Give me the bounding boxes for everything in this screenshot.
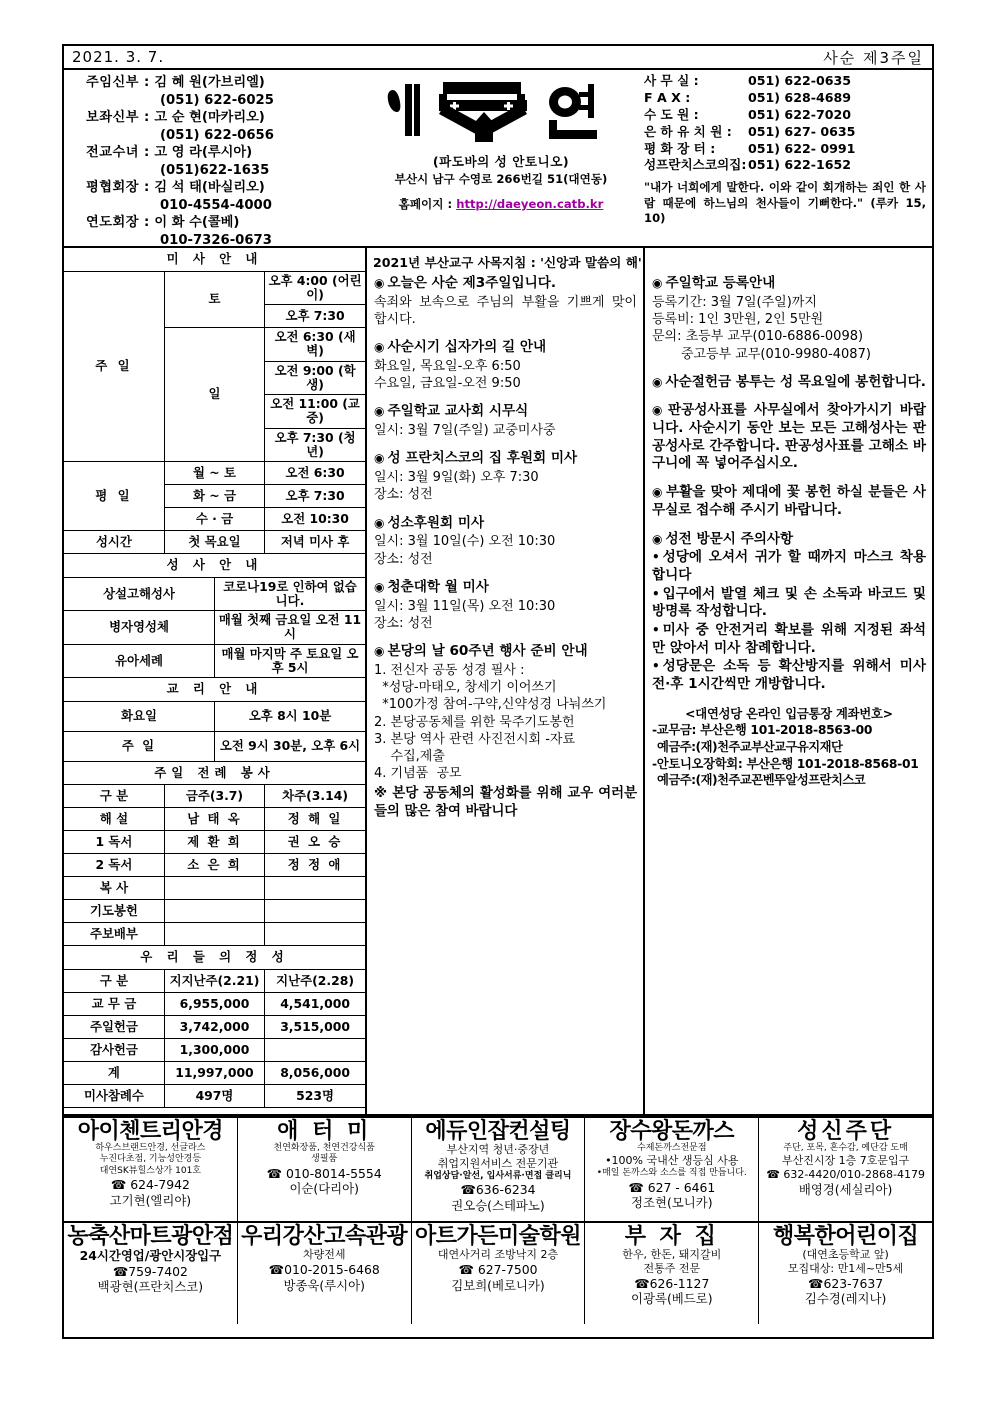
staff-name: 고 영 라(루시아): [154, 145, 253, 161]
schedule-tables-column: [64, 248, 367, 1114]
bullet-icon: ◉: [374, 579, 385, 594]
announcement-body: 등록기간: 3월 7일(주일)까지 등록비: 1인 3만원, 2인 5만원 문의: 초등부 교무(010-6886-0098) 중고등부 교무(010-9980-4087): [652, 294, 871, 362]
sacrament-table: [64, 554, 365, 678]
announcement-body: 속죄와 보속으로 주님의 부활을 기쁘게 맞이 합시다.: [374, 294, 642, 327]
bank-line: -교무금: 부산은행 101-2018-8563-00: [652, 723, 873, 738]
ad-contact-person: 김수경(레지나): [804, 1291, 887, 1307]
homepage-label: 홈페이지 :: [398, 197, 453, 211]
sacrament-table-title: 성 사 안 내: [64, 554, 365, 577]
announcement-body: 1. 전신자 공동 성경 필사 : *성당-마태오, 창세기 이어쓰기 *100가정 참여-구약,신약성경 나눠쓰기 2. 본당공동체를 위한 묵주기도봉헌 3. 본당 역사 관련 사진전시회 -자료 수집,제출 4. 기념품 공모: [374, 662, 607, 782]
offering-header: 지난주(2.28): [265, 969, 365, 992]
contact-value: 051) 628-4689: [748, 89, 851, 105]
sacrament-label: 상설고해성사: [64, 577, 215, 611]
staff-row: [86, 179, 362, 197]
contact-value: 051) 622-1652: [748, 157, 851, 173]
liturgy-header: 구 분: [64, 785, 164, 808]
liturgy-next-week: 정 해 일: [265, 808, 365, 831]
announcement-body: 일시: 3월 7일(주일) 교중미사중: [374, 423, 556, 439]
announcement-heading: [652, 531, 926, 549]
ad-detail: 부산진시장 1층 7호문입구: [781, 1154, 910, 1168]
ad-business-name: 농축산마트광안점: [67, 1224, 234, 1249]
announcement-body: 일시: 3월 11일(목) 오전 10:30 장소: 성전: [374, 598, 556, 631]
ad-row: [64, 1221, 932, 1324]
ad-phone: ☎ 624-7942: [110, 1177, 190, 1193]
contact-label: 수 도 원 :: [644, 106, 699, 122]
announcement-heading: [374, 403, 637, 421]
mass-table-title: 미 사 안 내: [64, 248, 365, 271]
contact-value: 051) 627- 0635: [748, 123, 856, 139]
announcement-heading: [374, 515, 637, 533]
offering-prev2: 497명: [164, 1084, 264, 1107]
liturgy-role: 기도봉헌: [64, 900, 164, 923]
middle-footer-note: ※ 본당 공동체의 활성화를 위해 교우 여러분들의 많은 참여 바랍니다: [374, 785, 637, 819]
ad-detail: 하우스브랜드안경, 선글라스: [95, 1143, 206, 1154]
ad-card[interactable]: [412, 1118, 586, 1221]
ad-contact-person: 방종욱(루시아): [283, 1277, 365, 1293]
holy-hour-label: 성시간: [64, 531, 164, 554]
ad-detail: •매일 돈까스와 소스를 직접 만듭니다.: [596, 1168, 747, 1179]
staff-row: [86, 74, 362, 92]
announcement-item: [374, 450, 637, 503]
ad-phone: ☎010-2015-6468: [268, 1261, 380, 1277]
ad-business-name: 장수왕돈까스: [609, 1119, 735, 1144]
liturgy-this-week: 제 환 희: [164, 831, 264, 854]
announcement-title: 오늘은 사순 제3주일입니다.: [387, 275, 557, 291]
offering-prev1: 523명: [265, 1084, 365, 1107]
patron-saint: (파도바의 성 안토니오): [432, 154, 570, 169]
ad-detail: 전통주 전문: [643, 1261, 701, 1275]
bank-line: 예금주:(재)천주교부산교구유지재단: [657, 739, 843, 754]
announcement-title: 사순시기 십자가의 길 안내: [387, 339, 547, 356]
catechism-value: 오전 9시 30분, 오후 6시: [215, 731, 366, 761]
ad-business-name: 아이첸트리안경: [77, 1119, 224, 1144]
ad-business-name: 애 터 미: [277, 1119, 372, 1144]
sacrament-label: 유아세례: [64, 644, 215, 678]
liturgy-next-week: [265, 900, 365, 923]
announcements-column-middle: [367, 248, 645, 1114]
ad-card[interactable]: [64, 1223, 238, 1324]
announcement-body: 화요일, 목요일-오후 6:50 수요일, 금요일-오전 9:50: [374, 358, 521, 392]
bullet-icon: ◉: [374, 404, 385, 419]
liturgy-this-week: 남 태 옥: [164, 808, 264, 831]
contact-row: [644, 90, 926, 107]
announcement-body: 일시: 3월 9일(화) 오후 7:30 장소: 성전: [374, 470, 539, 503]
staff-role: 전교수녀 :: [86, 145, 150, 161]
liturgy-next-week: 권 오 승: [265, 831, 365, 854]
announcements-column-right: [645, 248, 932, 1114]
bank-title: <대연성당 온라인 입금통장 계좌번호>: [685, 706, 893, 721]
offering-label: 감사헌금: [64, 1038, 164, 1061]
ad-contact-person: 고기현(엘리야): [109, 1192, 192, 1208]
mass-weekday-label: 평 일: [64, 462, 164, 531]
contact-value: 051) 622- 0991: [748, 140, 856, 156]
liturgy-this-week: [164, 877, 264, 900]
ad-phone: ☎626-1127: [634, 1275, 710, 1291]
ad-card[interactable]: [64, 1118, 238, 1221]
announcement-item: [374, 643, 637, 783]
contact-label: 은 하 유 치 원 :: [644, 123, 732, 139]
announcement-heading: [652, 374, 926, 392]
staff-phone: (051) 622-0656: [160, 127, 274, 143]
holy-hour-time: 저녁 미사 후: [265, 531, 365, 554]
offering-prev1: 4,541,000: [265, 992, 365, 1015]
safety-bullet: • 성당에 오셔서 귀가 할 때까지 마스크 착용합니다: [652, 549, 926, 583]
liturgy-role: 복 사: [64, 877, 164, 900]
sacrament-label: 병자영성체: [64, 611, 215, 645]
ad-card[interactable]: [585, 1118, 759, 1221]
ad-business-name: 우리강산고속관광: [241, 1224, 408, 1249]
homepage-link[interactable]: http://daeyeon.catb.kr: [456, 197, 604, 211]
liturgy-this-week: [164, 900, 264, 923]
bullet-icon: ◉: [652, 485, 663, 500]
bullet-icon: ◉: [374, 451, 385, 466]
staff-name: 고 순 현(마카리오): [154, 110, 265, 126]
ad-detail: 주단, 포목, 혼수감, 예단감 도매: [783, 1143, 908, 1154]
daeyeon-calligraphy-logo: [381, 76, 621, 146]
ad-detail: (대연초등학교 앞): [802, 1248, 889, 1262]
ad-detail: 대연SK뷰힐스상가 101호: [99, 1165, 201, 1176]
contact-row: [644, 124, 926, 141]
catechism-value: 오후 8시 10분: [215, 701, 366, 731]
mass-time: 오후 7:30 (청년): [265, 428, 365, 462]
ad-card[interactable]: [759, 1118, 932, 1221]
weekday-time: 오전 6:30: [265, 462, 365, 485]
offering-label: 주일헌금: [64, 1015, 164, 1038]
ad-detail: 부산지역 청년·중장년: [446, 1143, 550, 1157]
scripture-quote: "내가 너희에게 말한다. 이와 같이 회개하는 죄인 한 사람 때문에 하느님의 천사들이 기뻐한다." (루카 15, 10): [644, 180, 926, 225]
dot-bullet-icon: •: [652, 622, 660, 637]
bulletin-body: [64, 248, 932, 1116]
contact-row: [644, 157, 926, 174]
announcement-title: 부활을 맞아 제대에 꽃 봉헌 하실 분들은 사무실로 접수해 주시기 바랍니다.: [652, 484, 926, 518]
weekday-days: 월 ~ 토: [164, 462, 264, 485]
ad-detail: 대연사거리 조방낙지 2층: [437, 1248, 559, 1262]
ad-contact-person: 배영경(세실리아): [798, 1182, 893, 1198]
mass-saturday-label: 토: [164, 271, 264, 328]
announcement-heading: [652, 275, 926, 293]
staff-name: 이 화 수(콜베): [154, 215, 240, 231]
bullet-icon: ◉: [652, 276, 663, 290]
ad-contact-person: 백광현(프란치스코): [97, 1279, 204, 1295]
ad-detail: 한우, 한돈, 돼지갈비: [622, 1248, 722, 1262]
liturgy-header: 금주(3.7): [164, 785, 264, 808]
ad-business-name: 부 자 집: [624, 1224, 719, 1249]
announcement-body: 일시: 3월 10일(수) 오전 10:30 장소: 성전: [374, 534, 556, 567]
right-announcement-list: [645, 275, 932, 789]
ad-phone: ☎ 627 - 6461: [628, 1179, 716, 1195]
ad-phone: ☎ 010-8014-5554: [266, 1165, 382, 1181]
ad-business-name: 에듀인잡컨설팅: [425, 1119, 571, 1144]
middle-announcement-list: [367, 275, 643, 820]
announcement-item: [374, 579, 637, 632]
announcement-heading: [374, 579, 637, 597]
contact-label: F A X :: [644, 89, 691, 105]
liturgical-season: 사순 제3주일: [823, 48, 924, 67]
dot-bullet-icon: •: [652, 659, 660, 674]
announcement-title: 성소후원회 미사: [387, 514, 485, 531]
announcement-heading: [374, 643, 637, 661]
issue-date: 2021. 3. 7.: [72, 48, 165, 66]
announcement-item: [652, 531, 926, 694]
announcement-title: 주일학교 교사회 시무식: [387, 403, 529, 420]
staff-phone: (051) 622-6025: [160, 92, 274, 108]
announcement-heading: [652, 402, 926, 473]
parish-identity: [366, 70, 636, 246]
ad-row: [64, 1118, 932, 1221]
mass-sunday-label: 주 일: [64, 271, 164, 462]
holy-hour-day: 첫 목요일: [164, 531, 264, 554]
safety-bullet: • 입구에서 발열 체크 및 손 소독과 바코드 및 방명록 작성합니다.: [652, 585, 926, 620]
announcement-title: 본당의 날 60주년 행사 준비 안내: [387, 643, 588, 660]
announcement-title: 성전 방문시 주의사항: [665, 530, 794, 547]
contact-row: [644, 107, 926, 124]
bank-line: -안토니오장학회: 부산은행 101-2018-8568-01: [652, 756, 919, 771]
mass-time: 오후 7:30: [265, 305, 365, 328]
ad-card[interactable]: [412, 1223, 586, 1324]
offering-prev2: 1,300,000: [164, 1038, 264, 1061]
sacrament-value: 코로나19로 인하여 없습니다.: [215, 577, 366, 611]
offering-prev2: 3,742,000: [164, 1015, 264, 1038]
ad-contact-person: 권오승(스테파노): [451, 1197, 545, 1213]
weekday-time: 오후 7:30: [265, 485, 365, 508]
contact-label: 사 무 실 :: [644, 73, 699, 88]
offering-header: 지지난주(2.21): [164, 969, 264, 992]
advertisement-section: [64, 1116, 932, 1324]
ad-detail: 수제돈까스전문점: [637, 1143, 707, 1154]
staff-role: 연도회장 :: [86, 215, 150, 231]
staff-row: [86, 109, 362, 127]
offering-label: 교 무 금: [64, 992, 164, 1015]
announcement-heading: [374, 339, 637, 357]
staff-row: [86, 144, 362, 162]
offering-header: 구 분: [64, 969, 164, 992]
contact-value: 051) 622-0635: [748, 73, 851, 88]
mass-time: 오후 4:00 (어린이): [265, 271, 365, 305]
contact-row: [644, 73, 926, 90]
liturgy-next-week: 정 정 애: [265, 854, 365, 877]
contact-label: 성프란치스코의집:: [644, 157, 747, 173]
liturgy-this-week: [164, 923, 264, 946]
ad-contact-person: 김보희(베로니카): [451, 1277, 545, 1293]
announcement-item: [652, 374, 926, 392]
liturgy-role: 주보배부: [64, 923, 164, 946]
mass-time: 오전 6:30 (새벽): [265, 328, 365, 362]
ad-detail: 취업지원서비스 전문기관: [437, 1156, 559, 1170]
liturgy-this-week: 소 은 희: [164, 854, 264, 877]
liturgy-service-table: [64, 762, 365, 947]
staff-phone: 010-4554-4000: [160, 197, 272, 213]
date-bar: [64, 46, 932, 70]
contact-value: 051) 622-7020: [748, 106, 851, 122]
bank-line: 예금주:(재)천주교꼰벤뚜알성프란치스코: [657, 773, 866, 788]
offering-prev2: 11,997,000: [164, 1061, 264, 1084]
dot-bullet-icon: •: [652, 586, 660, 601]
announcement-title: 주일학교 등록안내: [665, 275, 776, 291]
bullet-icon: ◉: [652, 374, 663, 389]
weekday-time: 오전 10:30: [265, 508, 365, 531]
offering-prev1: 8,056,000: [265, 1061, 365, 1084]
ad-card[interactable]: [759, 1223, 932, 1324]
safety-bullet: • 미사 중 안전거리 확보를 위해 지정된 좌석만 앉아서 미사 참례합니다.: [652, 621, 926, 656]
homepage-row: [366, 196, 636, 212]
parish-logo: [366, 76, 636, 148]
announcement-title: 사순절헌금 봉투는 성 목요일에 봉헌합니다.: [665, 373, 926, 390]
parish-address: 부산시 남구 수영로 266번길 51(대연동): [394, 172, 608, 186]
announcement-item: [652, 402, 926, 473]
offering-table-title: 우 리 들 의 정 성: [64, 946, 365, 969]
catechism-table: [64, 678, 365, 762]
staff-role: 보좌신부 :: [86, 110, 150, 126]
ad-phone: ☎759-7402: [112, 1263, 188, 1279]
bullet-icon: ◉: [652, 403, 665, 418]
announcement-item: [374, 515, 637, 568]
offering-prev2: 6,955,000: [164, 992, 264, 1015]
bullet-icon: ◉: [374, 276, 385, 290]
liturgy-next-week: [265, 877, 365, 900]
ad-card[interactable]: [585, 1223, 759, 1324]
announcement-item: [652, 275, 926, 363]
ad-business-name: 행복한어린이집: [772, 1224, 919, 1249]
staff-name: 김 석 태(바실리오): [154, 180, 265, 196]
bulletin-frame: [62, 44, 934, 1339]
staff-row: [86, 214, 362, 232]
bullet-icon: ◉: [652, 531, 663, 546]
liturgy-role: 1 독서: [64, 831, 164, 854]
staff-phone: 010-7326-0673: [160, 232, 272, 248]
liturgy-role: 2 독서: [64, 854, 164, 877]
announcement-heading: [652, 484, 926, 519]
announcement-item: [374, 339, 637, 392]
liturgy-role: 해 설: [64, 808, 164, 831]
bullet-icon: ◉: [374, 340, 385, 355]
weekday-days: 화 ~ 금: [164, 485, 264, 508]
mass-sun-label: 일: [164, 328, 264, 462]
offering-prev1: [265, 1038, 365, 1061]
liturgy-next-week: [265, 923, 365, 946]
ad-detail: 생필품: [311, 1154, 338, 1165]
announcement-item: [374, 403, 637, 439]
bank-account-block: [652, 706, 926, 790]
ad-detail: 모집대상: 만1세~만5세: [787, 1261, 904, 1275]
parish-staff-list: [64, 70, 366, 246]
announcement-heading: [374, 275, 637, 293]
ad-detail: 누진다초점, 기능성안경등: [99, 1154, 202, 1165]
bulletin-header: [64, 70, 932, 248]
offering-prev1: 3,515,000: [265, 1015, 365, 1038]
mass-time: 오전 11:00 (교중): [265, 395, 365, 429]
ad-phone: ☎ 627-7500: [458, 1261, 538, 1277]
pastoral-guideline: 2021년 부산교구 사목지침 : '신앙과 말씀의 해': [373, 255, 642, 270]
liturgy-table-title: 주일 전례 봉사: [64, 762, 365, 785]
staff-name: 김 혜 원(가브리엘): [154, 75, 265, 90]
dot-bullet-icon: •: [652, 550, 660, 565]
ad-phone: ☎623-7637: [808, 1275, 884, 1291]
contact-row: [644, 141, 926, 158]
mass-schedule-table: [64, 248, 365, 554]
ad-detail: 24시간영업/광안시장입구: [79, 1248, 222, 1264]
catechism-label: 주 일: [64, 731, 215, 761]
ad-phone: ☎ 632-4420/010-2868-4179: [766, 1168, 925, 1182]
offering-label: 계: [64, 1061, 164, 1084]
ad-detail: •100% 국내산 생등심 사용: [605, 1154, 739, 1168]
ad-detail: 차량전세: [302, 1248, 346, 1262]
ad-business-name: 성신주단: [797, 1119, 895, 1144]
catechism-table-title: 교 리 안 내: [64, 678, 365, 701]
ad-business-name: 아트가든미술학원: [414, 1224, 581, 1249]
ad-detail: 천연화장품, 천연건강식품: [273, 1143, 375, 1154]
announcement-item: [652, 484, 926, 519]
staff-phone: (051)622-1635: [160, 162, 270, 178]
ad-contact-person: 이순(다리아): [289, 1181, 359, 1197]
ad-phone: ☎636-6234: [460, 1182, 536, 1198]
ad-card[interactable]: [238, 1223, 412, 1324]
sacrament-value: 매월 첫째 금요일 오전 11시: [215, 611, 366, 645]
liturgy-header: 차주(3.14): [265, 785, 365, 808]
offering-label: 미사참례수: [64, 1084, 164, 1107]
announcement-heading: [374, 450, 637, 468]
announcement-title: 성 프란치스코의 집 후원회 미사: [387, 450, 578, 467]
offering-table: [64, 946, 365, 1108]
contact-label: 평 화 장 터 :: [644, 140, 716, 156]
bullet-icon: ◉: [374, 644, 385, 659]
announcement-title: 청춘대학 월 미사: [387, 578, 489, 595]
safety-bullet: • 성당문은 소독 등 확산방지를 위해서 미사 전·후 1시간씩만 개방합니다.: [652, 658, 926, 692]
ad-contact-person: 정조현(모니카): [631, 1195, 713, 1211]
staff-role: 주임신부 :: [86, 75, 150, 90]
announcement-item: [374, 275, 642, 328]
catechism-label: 화요일: [64, 701, 215, 731]
staff-role: 평협회장 :: [86, 180, 150, 196]
ad-card[interactable]: [238, 1118, 412, 1221]
announcement-title: 판공성사표를 사무실에서 찾아가시기 바랍니다. 사순시기 동안 보는 모든 고해성사는 판공성사로 간주합니다. 판공성사표를 고해소 바구니에 꼭 넣어주십시오.: [652, 402, 926, 472]
ad-detail: 취업상담·알선, 입사서류·면접 클리닉: [424, 1170, 572, 1181]
ad-contact-person: 이광록(베드로): [631, 1291, 713, 1307]
weekday-days: 수 · 금: [164, 508, 264, 531]
sacrament-value: 매월 마지막 주 토요일 오후 5시: [215, 644, 366, 678]
parish-contacts: [636, 70, 932, 246]
bullet-icon: ◉: [374, 515, 385, 530]
mass-time: 오전 9:00 (학생): [265, 361, 365, 395]
